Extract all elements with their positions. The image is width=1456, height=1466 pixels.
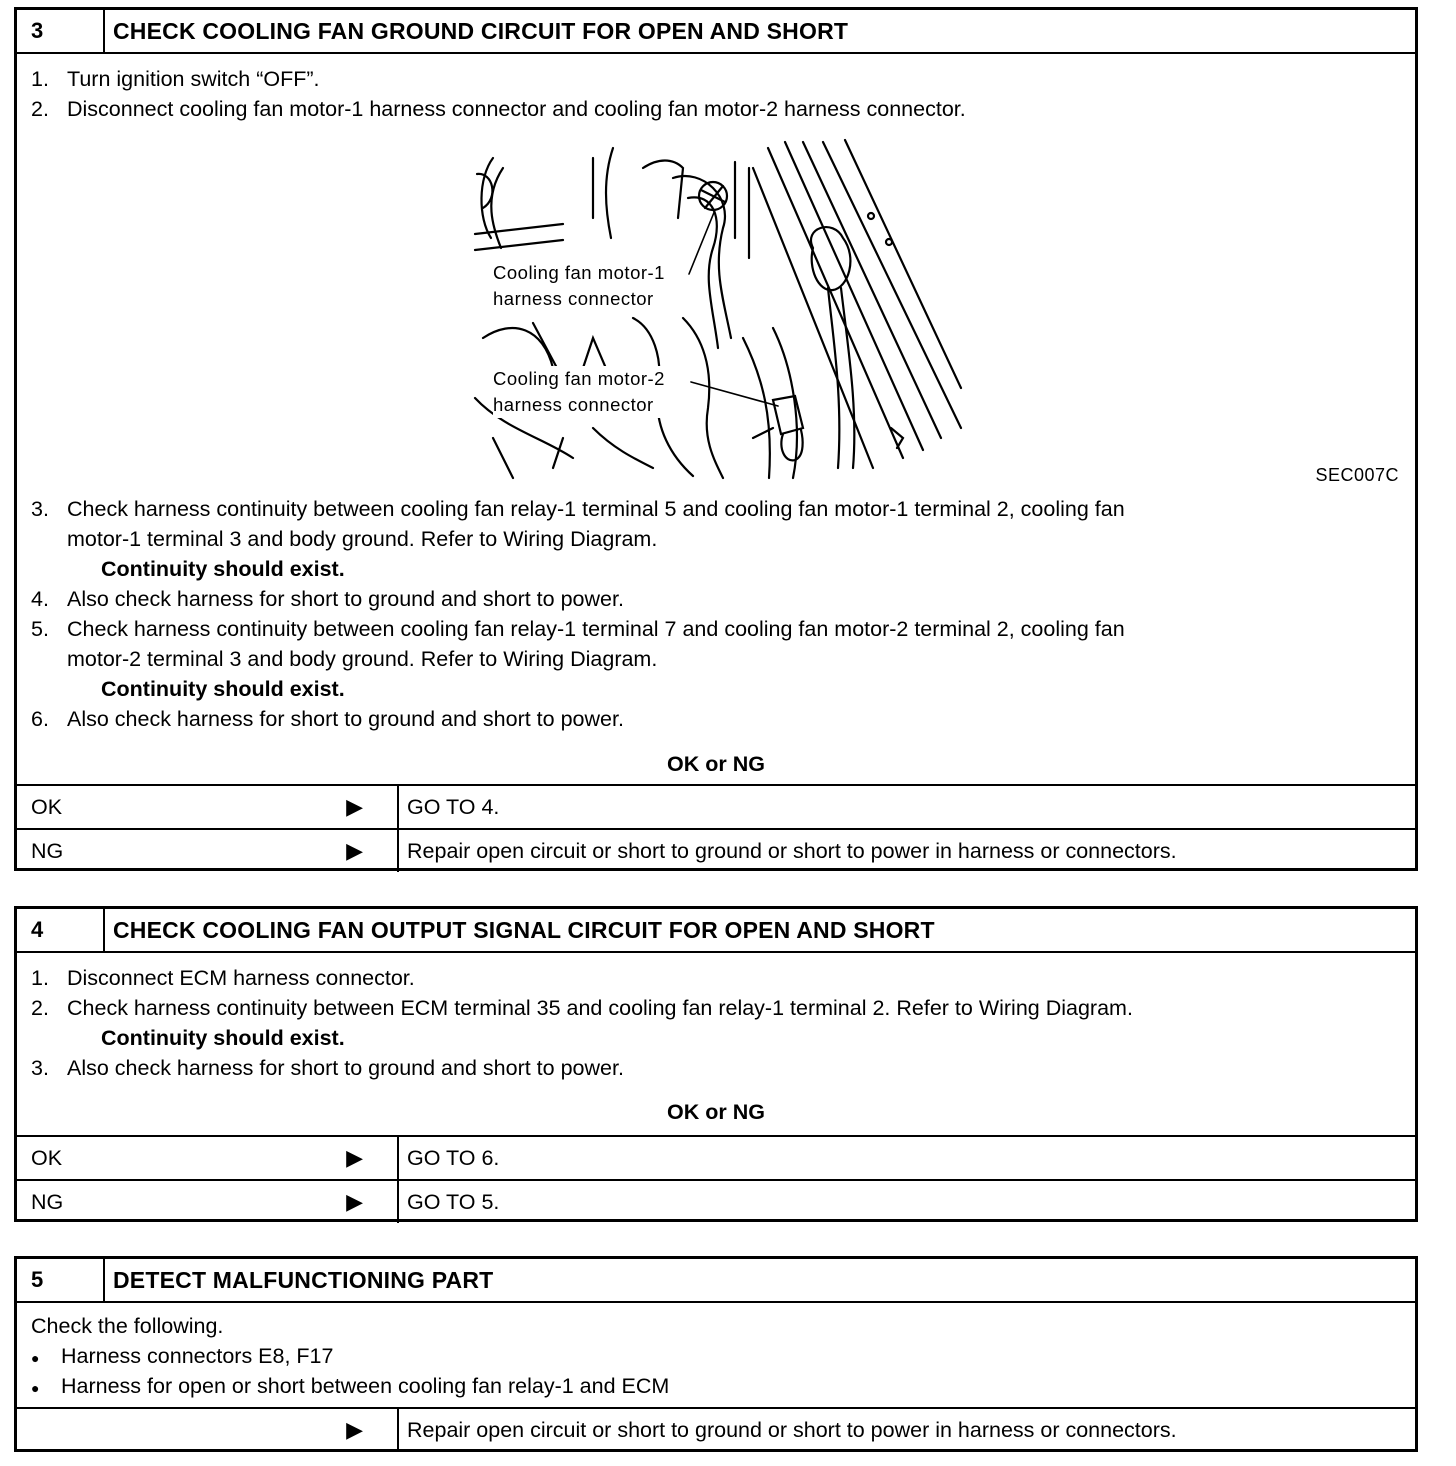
instruction-number: 3. (31, 1056, 49, 1080)
result-label: NG (31, 838, 64, 863)
result-condition (17, 1137, 399, 1179)
instruction-number: 2. (31, 97, 49, 121)
result-label: OK (31, 1145, 63, 1170)
result-condition (17, 830, 399, 872)
label-line: Cooling fan motor-2 (493, 368, 665, 389)
bullet-item (31, 1341, 333, 1373)
step-4-body (17, 953, 1415, 1135)
instruction-text: Also check harness for short to ground and short to power. (67, 1056, 624, 1080)
result-row-ok (17, 784, 1415, 828)
instruction-2 (31, 993, 1133, 1023)
step-title: CHECK COOLING FAN OUTPUT SIGNAL CIRCUIT FOR OPEN AND SHORT (113, 916, 935, 943)
instruction-text: Check harness continuity between ECM terminal 35 and cooling fan relay-1 terminal 2. Refer to Wiring Diagram. (67, 996, 1133, 1020)
instruction-number: 6. (31, 707, 49, 731)
result-label: OK (31, 794, 63, 819)
step-title: CHECK COOLING FAN GROUND CIRCUIT FOR OPEN AND SHORT (113, 17, 849, 44)
result-row-ng (17, 828, 1415, 872)
bullet-item (31, 1371, 669, 1403)
continuity-note: Continuity should exist. (101, 677, 345, 701)
instruction-1 (31, 963, 415, 993)
instruction-number: 3. (31, 497, 49, 521)
step-number: 4 (17, 909, 105, 951)
continuity-note: Continuity should exist. (101, 557, 345, 581)
instruction-number: 5. (31, 617, 49, 641)
instruction-5 (31, 614, 1125, 644)
step-4-header (17, 909, 1415, 953)
step-3-box (14, 7, 1418, 871)
result-row-ng (17, 1179, 1415, 1223)
motor-2-connector-label (493, 366, 665, 418)
instruction-number: 2. (31, 996, 49, 1020)
step-3-header (17, 10, 1415, 54)
bullet-text: Harness for open or short between cooling fan relay-1 and ECM (61, 1374, 670, 1398)
result-action: Repair open circuit or short to ground or short to power in harness or connectors. (407, 1417, 1177, 1442)
instruction-number: 4. (31, 587, 49, 611)
step-5-header (17, 1259, 1415, 1303)
arrow-right-icon: ▶ (346, 838, 363, 863)
step-4-box (14, 906, 1418, 1222)
label-line: harness connector (493, 288, 654, 309)
instruction-text: Also check harness for short to ground and short to power. (67, 587, 624, 611)
result-condition (17, 1181, 399, 1223)
instruction-3 (31, 494, 1125, 524)
continuity-note: Continuity should exist. (101, 1026, 345, 1050)
figure-code: SEC007C (1315, 465, 1399, 485)
result-label: NG (31, 1189, 64, 1214)
instruction-3 (31, 1053, 624, 1083)
intro-text: Check the following. (31, 1314, 224, 1338)
bullet-icon: ● (31, 1380, 40, 1396)
instruction-text: Disconnect ECM harness connector. (67, 966, 415, 990)
instruction-1 (31, 64, 319, 94)
result-action: Repair open circuit or short to ground or short to power in harness or connectors. (407, 838, 1177, 863)
label-line: Cooling fan motor-1 (493, 262, 665, 283)
result-row-ok (17, 1135, 1415, 1179)
step-number: 3 (17, 10, 105, 52)
instruction-4 (31, 584, 624, 614)
label-line: harness connector (493, 394, 654, 415)
instruction-2 (31, 94, 966, 124)
result-condition (17, 786, 399, 828)
step-number: 5 (17, 1259, 105, 1301)
instruction-3-cont: motor-1 terminal 3 and body ground. Refer to Wiring Diagram. (67, 527, 658, 551)
instruction-6 (31, 704, 624, 734)
result-action: GO TO 6. (407, 1145, 500, 1170)
step-5-box (14, 1256, 1418, 1452)
arrow-right-icon: ▶ (346, 794, 363, 819)
arrow-right-icon: ▶ (346, 1417, 363, 1442)
arrow-right-icon: ▶ (346, 1189, 363, 1214)
instruction-text: Turn ignition switch “OFF”. (67, 67, 320, 91)
instruction-text: Check harness continuity between cooling fan relay-1 terminal 5 and cooling fan motor-1 terminal 2, cooling fan (67, 497, 1125, 521)
instruction-text: Check harness continuity between cooling fan relay-1 terminal 7 and cooling fan motor-2 terminal 2, cooling fan (67, 617, 1125, 641)
instruction-text: Also check harness for short to ground and short to power. (67, 707, 624, 731)
instruction-number: 1. (31, 67, 49, 91)
instruction-5-cont: motor-2 terminal 3 and body ground. Refer to Wiring Diagram. (67, 647, 658, 671)
instruction-number: 1. (31, 966, 49, 990)
result-condition (17, 1409, 399, 1451)
bullet-icon: ● (31, 1350, 40, 1366)
step-3-body (17, 54, 1415, 784)
instruction-text: Disconnect cooling fan motor-1 harness connector and cooling fan motor-2 harness connector. (67, 97, 966, 121)
ok-or-ng-heading: OK or NG (667, 752, 765, 776)
motor-1-connector-label (493, 260, 665, 312)
result-row (17, 1407, 1415, 1451)
ok-or-ng-heading: OK or NG (667, 1100, 765, 1124)
arrow-right-icon: ▶ (346, 1145, 363, 1170)
result-action: GO TO 5. (407, 1189, 500, 1214)
connector-location-figure (473, 138, 963, 480)
step-5-body (17, 1303, 1415, 1407)
result-action: GO TO 4. (407, 794, 500, 819)
bullet-text: Harness connectors E8, F17 (61, 1344, 334, 1368)
step-title: DETECT MALFUNCTIONING PART (113, 1266, 494, 1293)
